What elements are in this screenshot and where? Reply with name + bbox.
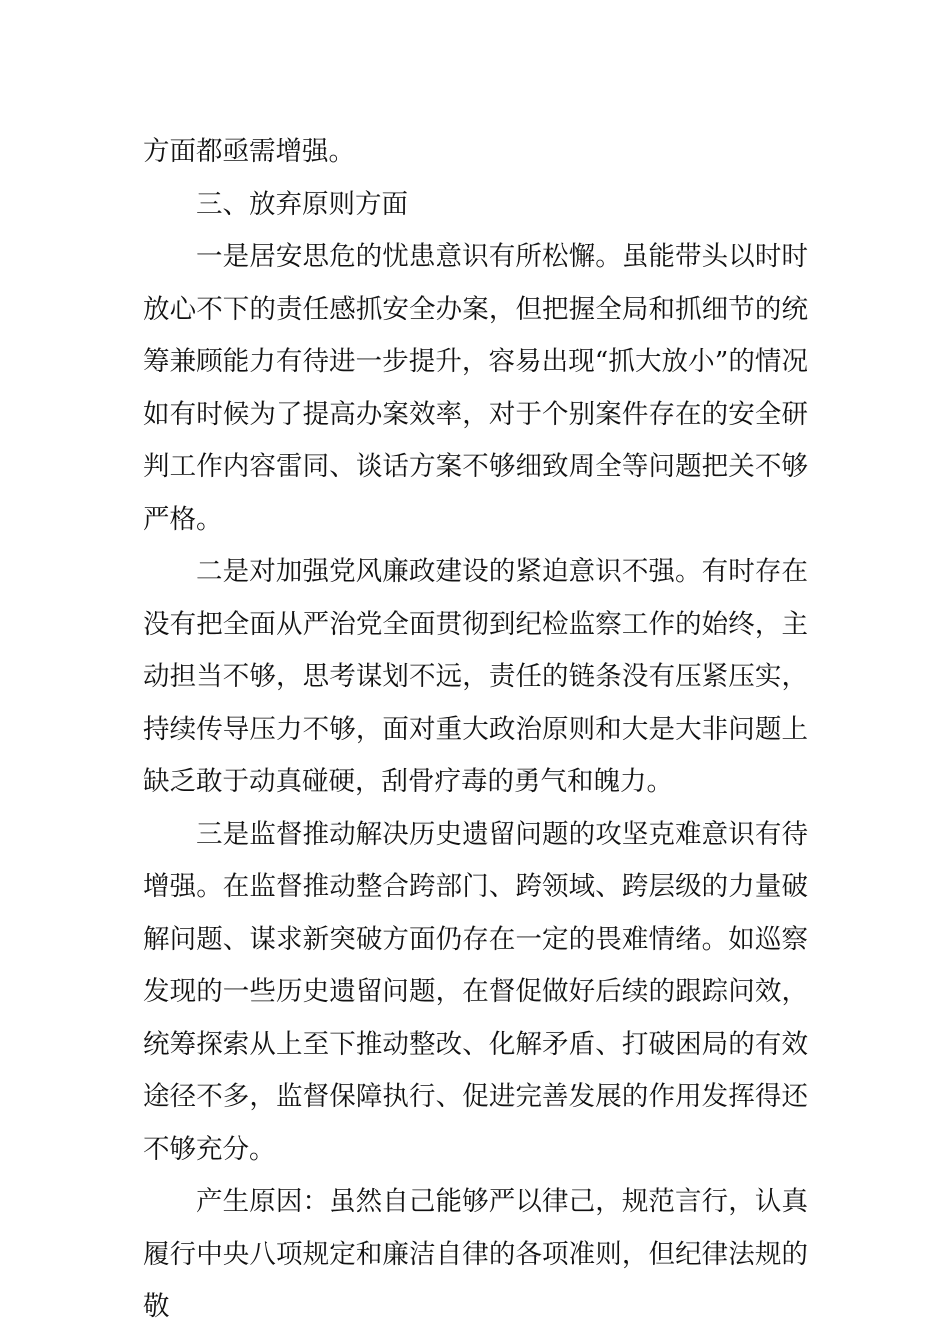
document-page <box>143 126 808 1334</box>
section-heading: 三、放弃原则方面 <box>196 188 408 220</box>
paragraph-2: 二是对加强党风廉政建设的紧迫意识不强。有时存在没有把全面从严治党全面贯彻到纪检监察工作的始终，主动担当不够，思考谋划不远，责任的链条没有压紧压实，持续传导压力不够，面对重大政治原则和大是大非问题上缺乏敢于动真碰硬，刮骨疗毒的勇气和魄力。 <box>143 556 808 797</box>
continued-paragraph-fragment: 方面都亟需增强。 <box>143 136 355 167</box>
paragraph-3: 三是监督推动解决历史遗留问题的攻坚克难意识有待增强。在监督推动整合跨部门、跨领域、跨层级的力量破解问题、谋求新突破方面仍存在一定的畏难情绪。如巡察发现的一些历史遗留问题，在督促做好后续的跟踪问效，统筹探索从上至下推动整改、化解矛盾、打破困局的有效途径不多，监督保障执行、促进完善发展的作用发挥得还不够充分。 <box>143 818 808 1165</box>
paragraph-4: 产生原因：虽然自己能够严以律己，规范言行，认真履行中央八项规定和廉洁自律的各项准则，但纪律法规的敬 <box>143 1186 808 1322</box>
paragraph-1: 一是居安思危的忧患意识有所松懈。虽能带头以时时放心不下的责任感抓安全办案，但把握全局和抓细节的统筹兼顾能力有待进一步提升，容易出现“抓大放小”的情况如有时候为了提高办案效率，对于个别案件存在的安全研判工作内容雷同、谈话方案不够细致周全等问题把关不够严格。 <box>143 241 808 535</box>
